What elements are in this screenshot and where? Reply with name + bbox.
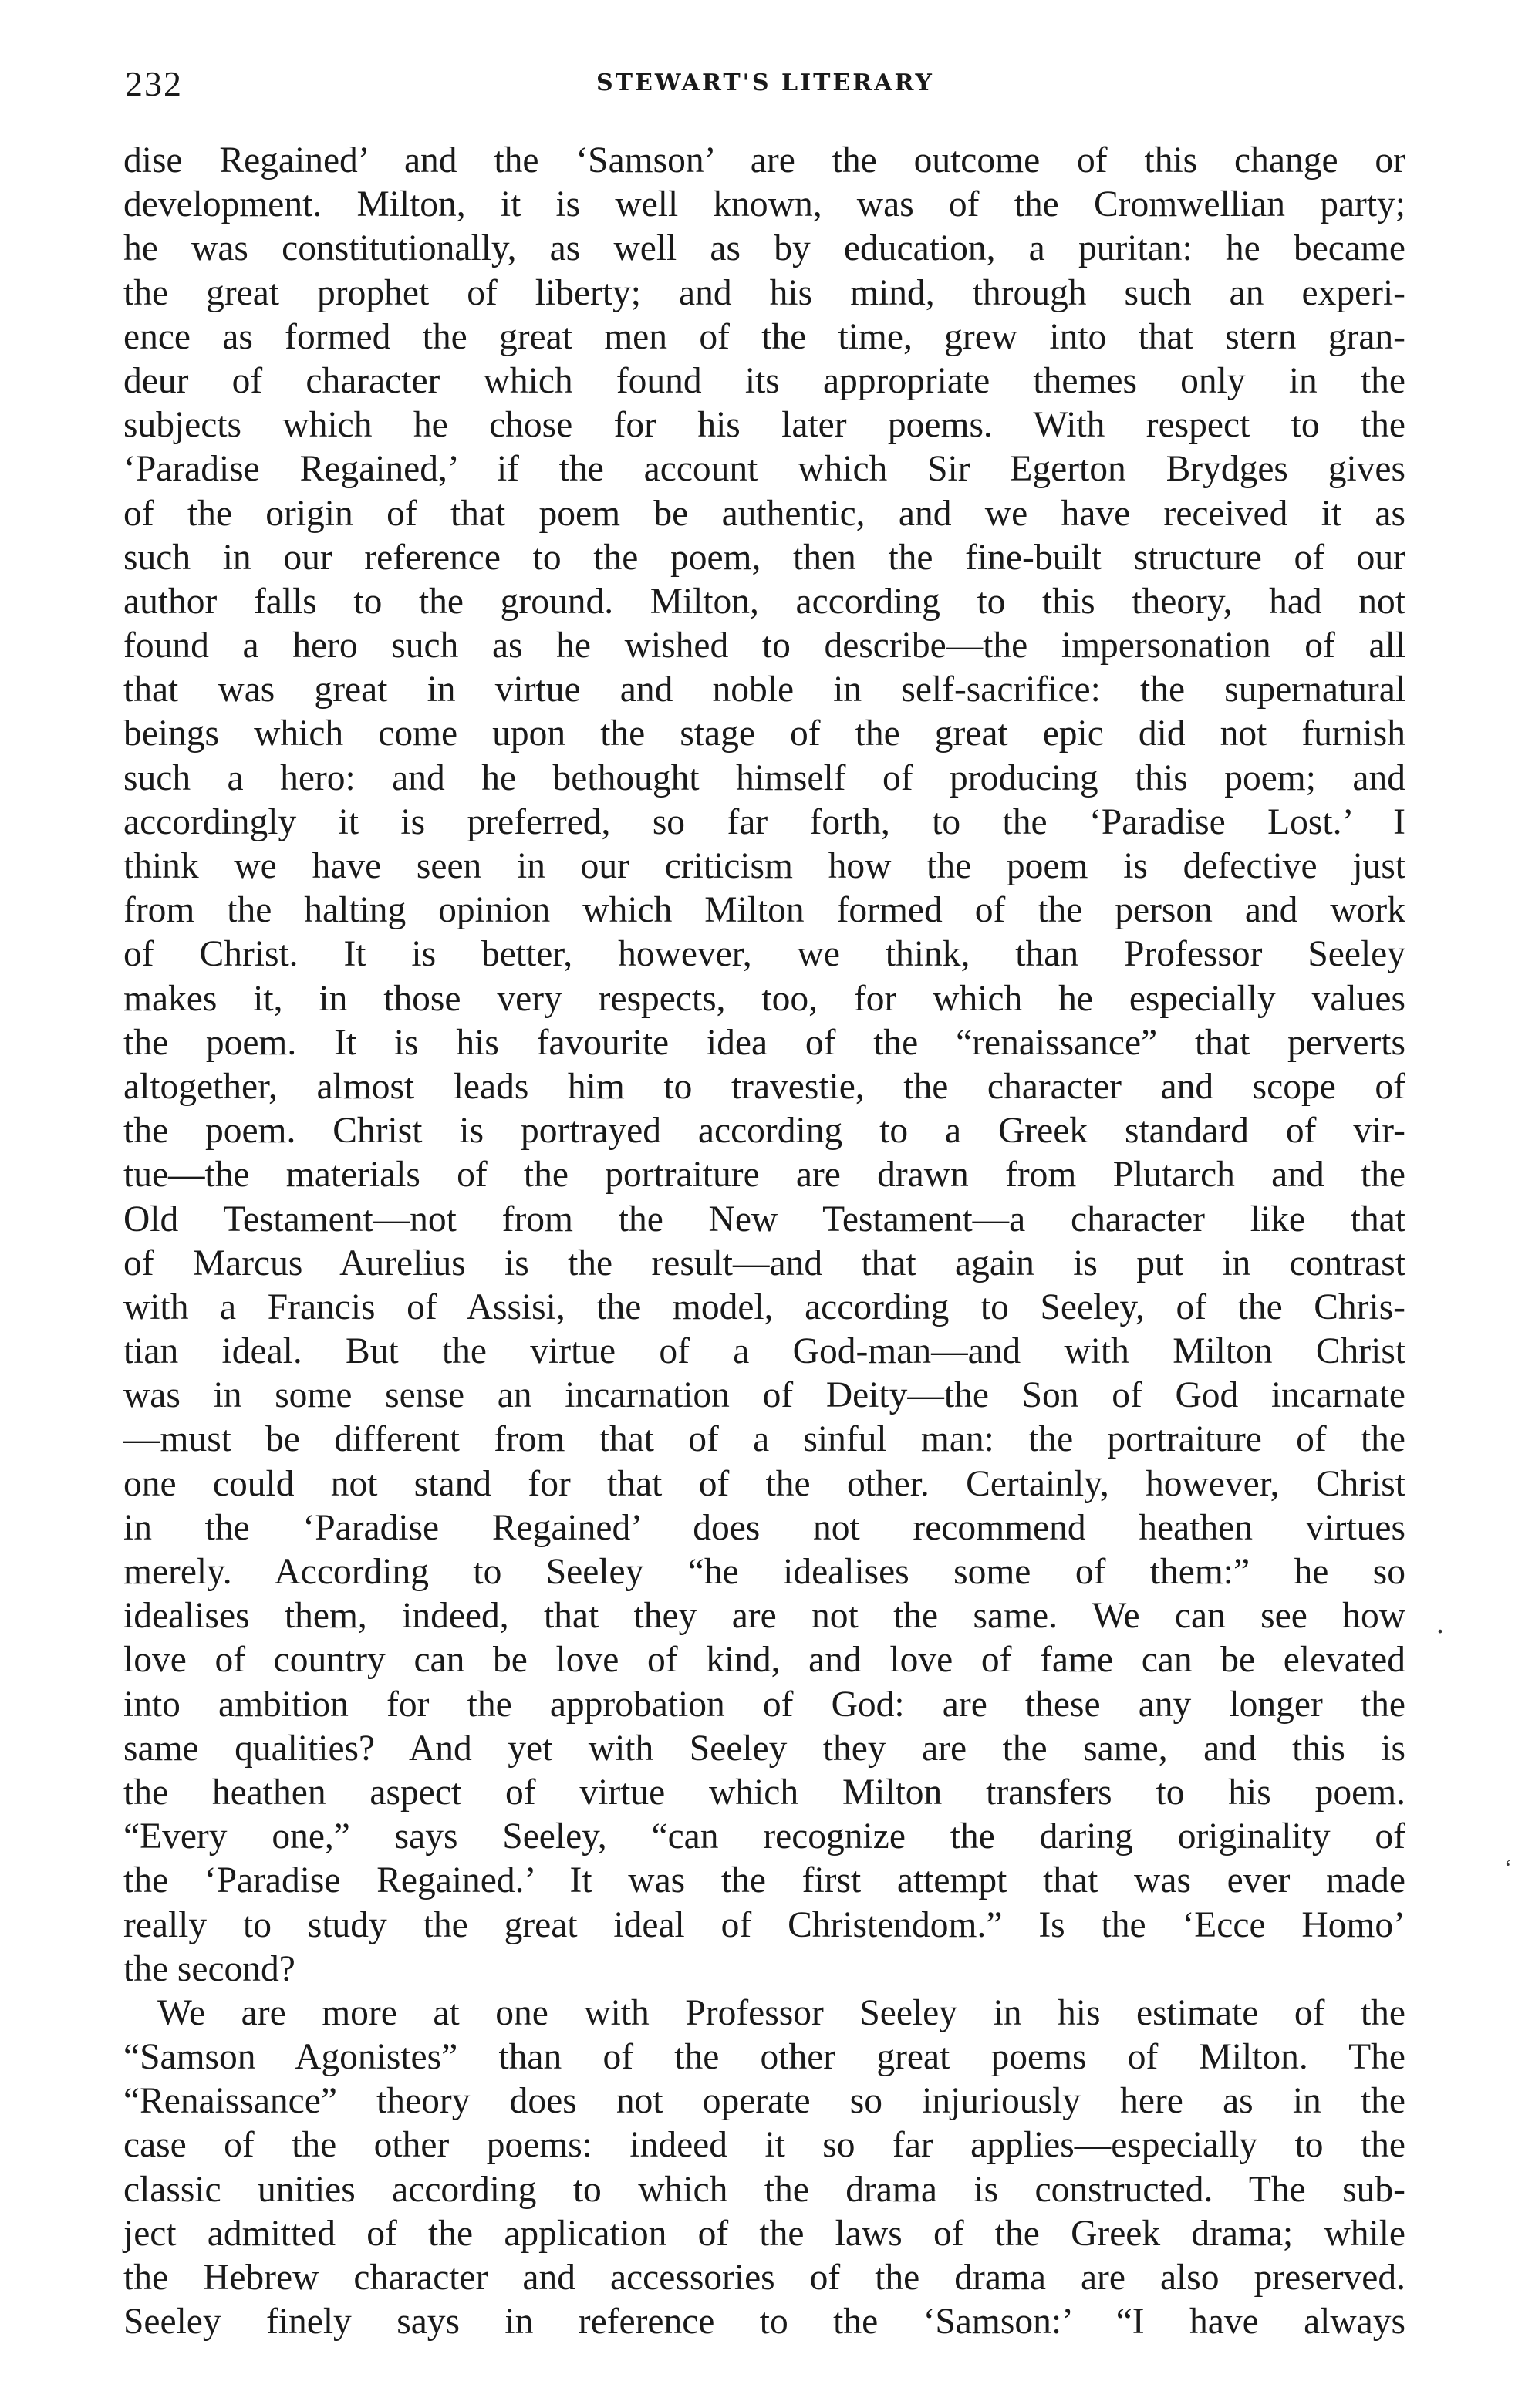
text-line: the poem. It is his favourite idea of the “renaissance” that perverts [123, 1022, 1405, 1063]
text-line: ‘Paradise Regained,’ if the account which Sir Egerton Brydges gives [123, 449, 1405, 490]
text-line: accordingly it is preferred, so far forth, to the ‘Paradise Lost.’ I [123, 801, 1405, 842]
text-line: tue—the materials of the portraiture are drawn from Plutarch and the [123, 1155, 1405, 1196]
text-line: altogether, almost leads him to travestie, the character and scope of [123, 1066, 1405, 1107]
text-line: one could not stand for that of the other. Certainly, however, Christ [123, 1463, 1405, 1504]
text-line: makes it, in those very respects, too, for which he especially values [123, 978, 1405, 1019]
text-line: We are more at one with Professor Seeley in his estimate of the [157, 1992, 1405, 2033]
text-line: idealises them, indeed, that they are not the same. We can see how [123, 1596, 1405, 1637]
text-line: dise Regained’ and the ‘Samson’ are the outcome of this change or [123, 140, 1405, 180]
text-line: the heathen aspect of virtue which Milton transfers to his poem. [123, 1772, 1405, 1813]
text-line: —must be different from that of a sinful man: the portraiture of the [123, 1419, 1405, 1460]
text-line: such in our reference to the poem, then the fine-built structure of our [123, 537, 1405, 578]
text-line: he was constitutionally, as well as by education, a puritan: he became [123, 228, 1405, 269]
text-line: the ‘Paradise Regained.’ It was the first attempt that was ever made [123, 1860, 1405, 1901]
running-title: STEWART'S LITERARY [596, 69, 934, 96]
text-line: ject admitted of the application of the laws of the Greek drama; while [123, 2213, 1405, 2254]
page-number: 232 [125, 64, 183, 103]
text-line: was in some sense an incarnation of Deity—the Son of God incarnate [123, 1375, 1405, 1416]
margin-mark: . [1436, 1605, 1444, 1640]
text-line: from the halting opinion which Milton formed of the person and work [123, 890, 1405, 931]
text-line: the second? [123, 1948, 295, 1989]
text-line: “Renaissance” theory does not operate so injuriously here as in the [123, 2081, 1405, 2122]
text-line: the great prophet of liberty; and his mind, through such an experi- [123, 272, 1405, 313]
text-line: subjects which he chose for his later poems. With respect to the [123, 405, 1405, 446]
text-line: in the ‘Paradise Regained’ does not recommend heathen virtues [123, 1507, 1405, 1548]
text-line: found a hero such as he wished to describe—the impersonation of all [123, 626, 1405, 666]
text-line: development. Milton, it is well known, was of the Cromwellian party; [123, 184, 1405, 225]
text-line: beings which come upon the stage of the great epic did not furnish [123, 713, 1405, 754]
text-line: that was great in virtue and noble in self-sacrifice: the supernatural [123, 669, 1405, 710]
text-line: love of country can be love of kind, and love of fame can be elevated [123, 1640, 1405, 1681]
text-line: of Christ. It is better, however, we think, than Professor Seeley [123, 934, 1405, 975]
text-line: classic unities according to which the drama is constructed. The sub- [123, 2169, 1405, 2210]
text-line: Seeley finely says in reference to the ‘Samson:’ “I have always [123, 2302, 1405, 2342]
text-line: think we have seen in our criticism how the poem is defective just [123, 846, 1405, 886]
text-line: into ambition for the approbation of God: are these any longer the [123, 1684, 1405, 1725]
text-line: merely. According to Seeley “he idealises some of them:” he so [123, 1552, 1405, 1592]
body-text [123, 139, 1405, 2344]
text-line: deur of character which found its appropriate themes only in the [123, 360, 1405, 401]
text-line: the Hebrew character and accessories of the drama are also preserved. [123, 2258, 1405, 2298]
margin-mark: ‘ [1504, 1855, 1512, 1880]
text-line: tian ideal. But the virtue of a God-man—and with Milton Christ [123, 1331, 1405, 1372]
text-line: with a Francis of Assisi, the model, according to Seeley, of the Chris- [123, 1287, 1405, 1327]
text-line: the poem. Christ is portrayed according to a Greek standard of vir- [123, 1111, 1405, 1152]
running-head [125, 63, 1405, 110]
text-line: “Samson Agonistes” than of the other great poems of Milton. The [123, 2037, 1405, 2078]
text-line: really to study the great ideal of Christendom.” Is the ‘Ecce Homo’ [123, 1904, 1405, 1945]
text-line: same qualities? And yet with Seeley they are the same, and this is [123, 1728, 1405, 1769]
text-line: case of the other poems: indeed it so far applies—especially to the [123, 2125, 1405, 2166]
text-line: of Marcus Aurelius is the result—and that again is put in contrast [123, 1243, 1405, 1283]
text-line: Old Testament—not from the New Testament—a character like that [123, 1199, 1405, 1239]
text-line: such a hero: and he bethought himself of producing this poem; and [123, 757, 1405, 798]
text-line: of the origin of that poem be authentic, and we have received it as [123, 493, 1405, 534]
text-line: “Every one,” says Seeley, “can recognize the daring originality of [123, 1816, 1405, 1857]
text-line: author falls to the ground. Milton, according to this theory, had not [123, 581, 1405, 622]
text-line: ence as formed the great men of the time, grew into that stern gran- [123, 316, 1405, 357]
